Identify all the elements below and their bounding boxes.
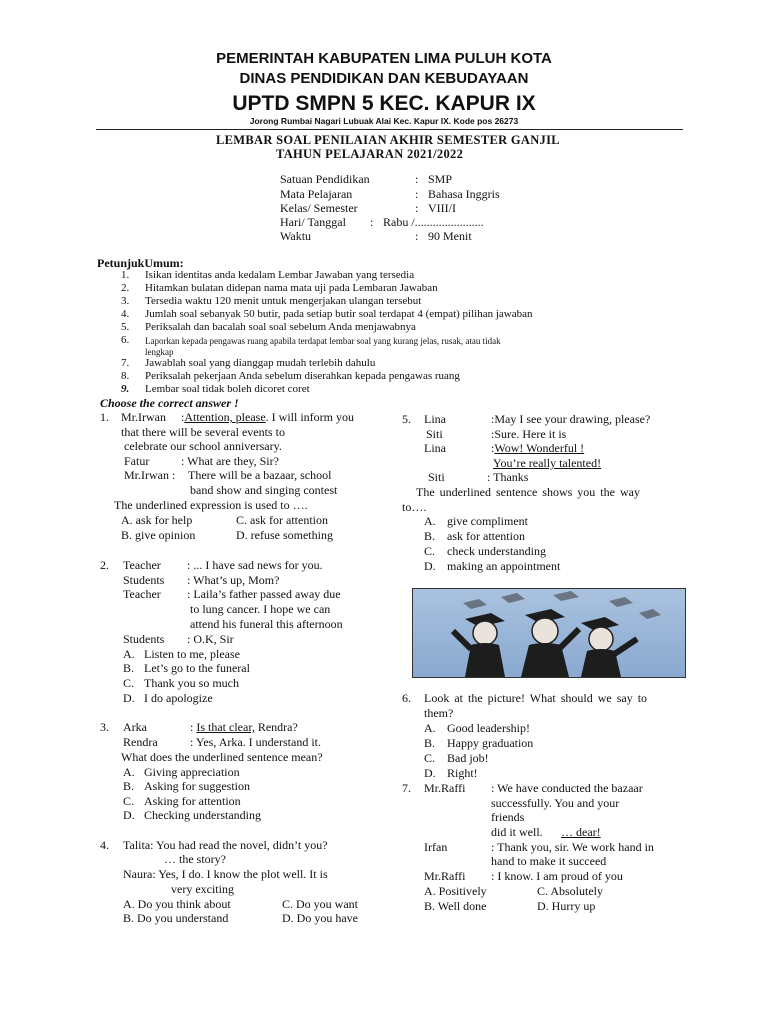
option-d[interactable]: Right! bbox=[447, 766, 478, 780]
dialogue-line: There will be a bazaar, school bbox=[188, 468, 332, 482]
identity-label: Hari/ Tanggal bbox=[280, 215, 346, 229]
identity-value: VIII/I bbox=[428, 201, 456, 215]
option-letter: D. bbox=[424, 766, 436, 780]
option-letter: D. bbox=[123, 808, 135, 822]
instruction-num: 7. bbox=[121, 357, 130, 369]
option-b[interactable]: B. give opinion bbox=[121, 528, 196, 542]
question-prompt-cont: to…. bbox=[402, 500, 427, 514]
speaker: Students bbox=[123, 573, 165, 587]
header-divider bbox=[96, 129, 683, 130]
instruction-num: 3. bbox=[121, 295, 130, 307]
option-d[interactable]: I do apologize bbox=[144, 691, 213, 705]
instruction-text: Lembar soal tidak boleh dicoret coret bbox=[145, 383, 310, 395]
question-number: 2. bbox=[100, 558, 109, 572]
speaker: Arka bbox=[123, 720, 147, 734]
option-d[interactable]: making an appointment bbox=[447, 559, 561, 573]
dialogue-line: :Sure. Here it is bbox=[491, 427, 567, 441]
question-prompt-cont: them? bbox=[424, 706, 454, 720]
instruction-text: Periksalah dan bacalah soal soal sebelum Anda menjawabnya bbox=[145, 321, 416, 333]
question-number: 3. bbox=[100, 720, 109, 734]
option-letter: B. bbox=[123, 661, 135, 675]
option-a[interactable]: A. Positively bbox=[424, 884, 487, 898]
option-a[interactable]: A. ask for help bbox=[121, 513, 193, 527]
instruction-text: Tersedia waktu 120 menit untuk mengerjakan ulangan tersebut bbox=[145, 295, 422, 307]
option-letter: A. bbox=[123, 765, 135, 779]
identity-sep: : bbox=[415, 201, 419, 215]
speaker: Mr.Irwan bbox=[121, 410, 166, 424]
instruction-text: Periksalah pekerjaan Anda sebelum diserahkan kepada pengawas ruang bbox=[145, 370, 460, 382]
dialogue-line: : What’s up, Mom? bbox=[187, 573, 280, 587]
dialogue-text: Rendra? bbox=[254, 720, 298, 734]
speaker: Teacher bbox=[123, 587, 161, 601]
dialogue-line: attend his funeral this afternoon bbox=[190, 617, 343, 631]
dialogue-line: band show and singing contest bbox=[190, 483, 338, 497]
dialogue-line: : What are they, Sir? bbox=[181, 454, 279, 468]
dialogue-line: : O.K, Sir bbox=[187, 632, 234, 646]
option-b[interactable]: Let’s go to the funeral bbox=[144, 661, 250, 675]
question-number: 1. bbox=[100, 410, 109, 424]
option-c[interactable]: C. Absolutely bbox=[537, 884, 604, 898]
question-prompt: The underlined sentence shows you the way bbox=[416, 485, 640, 499]
option-c[interactable]: check understanding bbox=[447, 544, 546, 558]
option-letter: D. bbox=[424, 559, 436, 573]
dialogue-line: : Laila’s father passed away due bbox=[187, 587, 341, 601]
dialogue-line: : We have conducted the bazaar bbox=[491, 781, 643, 795]
instructions-title: PetunjukUmum: bbox=[97, 256, 184, 270]
speaker: Fatur bbox=[124, 454, 150, 468]
option-letter: D. bbox=[123, 691, 135, 705]
option-letter: A. bbox=[424, 514, 436, 528]
identity-label: Satuan Pendidikan bbox=[280, 172, 370, 186]
dialogue-text: . I will inform you bbox=[265, 410, 354, 424]
identity-value: SMP bbox=[428, 172, 453, 186]
speaker: Lina bbox=[424, 441, 446, 455]
speaker: Students bbox=[123, 632, 165, 646]
identity-label: Waktu bbox=[280, 229, 312, 243]
question-prompt: The underlined expression is used to …. bbox=[114, 498, 308, 512]
dialogue-line bbox=[190, 720, 298, 735]
underlined-expression: Attention, please bbox=[184, 410, 266, 424]
option-b[interactable]: Happy graduation bbox=[447, 736, 534, 750]
option-b[interactable]: B. Do you understand bbox=[123, 911, 229, 925]
dialogue-line: :May I see your drawing, please? bbox=[491, 412, 651, 426]
colon: : bbox=[181, 410, 185, 424]
option-d[interactable]: Checking understanding bbox=[144, 808, 261, 822]
graduate-right bbox=[581, 617, 637, 677]
option-letter: C. bbox=[424, 751, 436, 765]
instruction-text: Isikan identitas anda kedalam Lembar Jawaban yang tersedia bbox=[145, 269, 415, 281]
colon: : bbox=[491, 441, 495, 455]
dialogue-line: : Thank you, sir. We work hand in bbox=[491, 840, 654, 854]
graduation-illustration bbox=[413, 589, 685, 677]
identity-value: 90 Menit bbox=[428, 229, 472, 243]
question-prompt: Look at the picture! What should we say to bbox=[424, 691, 648, 705]
option-a[interactable]: Listen to me, please bbox=[144, 647, 240, 661]
instruction-text: Jumlah soal sebanyak 50 butir, pada setiap butir soal terdapat 4 (empat) pilihan jawaban bbox=[145, 308, 533, 320]
instruction-text: Hitamkan bulatan didepan nama mata uji pada Lembaran Jawaban bbox=[145, 282, 438, 294]
speaker: Lina bbox=[424, 412, 446, 426]
speaker: Siti bbox=[426, 427, 443, 441]
option-letter: B. bbox=[424, 736, 436, 750]
instruction-text-cont: lengkap bbox=[145, 347, 174, 357]
header-line-department: DINAS PENDIDIKAN DAN KEBUDAYAAN bbox=[239, 70, 529, 87]
speaker: Teacher bbox=[123, 558, 161, 572]
dialogue-line: successfully. You and your bbox=[491, 796, 620, 810]
dialogue-line: : ... I have sad news for you. bbox=[187, 558, 323, 572]
option-a[interactable]: give compliment bbox=[447, 514, 528, 528]
graduation-picture bbox=[412, 588, 686, 678]
question-number: 4. bbox=[100, 838, 109, 852]
option-c[interactable]: Bad job! bbox=[447, 751, 489, 765]
identity-value: Rabu /....................... bbox=[383, 215, 484, 229]
underlined-expression: You’re really talented! bbox=[493, 456, 602, 470]
option-d[interactable]: D. Do you have bbox=[282, 911, 358, 925]
exam-year: TAHUN PELAJARAN 2021/2022 bbox=[276, 147, 464, 161]
dialogue-line bbox=[491, 441, 584, 456]
identity-sep: : bbox=[370, 215, 374, 229]
dialogue-line: : I know. I am proud of you bbox=[491, 869, 623, 883]
instruction-num: 8. bbox=[121, 370, 130, 382]
exam-title: LEMBAR SOAL PENILAIAN AKHIR SEMESTER GANJIL bbox=[216, 133, 560, 147]
dialogue-line: … the story? bbox=[164, 852, 226, 866]
dialogue-line: celebrate our school anniversary. bbox=[124, 439, 282, 453]
dialogue-line: Talita: You had read the novel, didn’t you? bbox=[123, 838, 328, 852]
option-letter: C. bbox=[424, 544, 436, 558]
option-letter: C. bbox=[123, 794, 135, 808]
question-number: 7. bbox=[402, 781, 411, 795]
option-c[interactable]: C. ask for attention bbox=[236, 513, 328, 527]
option-d[interactable]: D. refuse something bbox=[236, 528, 333, 542]
question-prompt: What does the underlined sentence mean? bbox=[121, 750, 323, 764]
option-a[interactable]: Giving appreciation bbox=[144, 765, 240, 779]
dialogue-line: very exciting bbox=[171, 882, 234, 896]
identity-label: Mata Pelajaran bbox=[280, 187, 353, 201]
instruction-text: Jawablah soal yang dianggap mudah terlebih dahulu bbox=[145, 357, 376, 369]
dialogue-line: did it well. bbox=[491, 825, 543, 839]
speaker: Rendra bbox=[123, 735, 158, 749]
identity-sep: : bbox=[415, 187, 419, 201]
header-line-government: PEMERINTAH KABUPATEN LIMA PULUH KOTA bbox=[216, 50, 552, 67]
option-letter: B. bbox=[424, 529, 436, 543]
instruction-num: 9. bbox=[121, 383, 130, 395]
instruction-text: Laporkan kepada pengawas ruang apabila terdapat lembar soal yang kurang jelas, rusak, atau tidak bbox=[145, 336, 501, 346]
option-letter: B. bbox=[123, 779, 135, 793]
speaker: Mr.Raffi bbox=[424, 869, 466, 883]
dialogue-line: : Thanks bbox=[487, 470, 529, 484]
speaker: Irfan bbox=[424, 840, 448, 854]
blank-expression: … dear! bbox=[561, 825, 601, 839]
option-c[interactable]: C. Do you want bbox=[282, 897, 358, 911]
question-number: 6. bbox=[402, 691, 411, 705]
question-number: 5. bbox=[402, 412, 411, 426]
underlined-expression: Wow! Wonderful ! bbox=[494, 441, 585, 455]
option-b[interactable]: B. Well done bbox=[424, 899, 487, 913]
graduate-middle bbox=[521, 609, 579, 677]
option-letter: A. bbox=[424, 721, 436, 735]
option-b[interactable]: ask for attention bbox=[447, 529, 525, 543]
identity-sep: : bbox=[415, 172, 419, 186]
dialogue-line: to lung cancer. I hope we can bbox=[190, 602, 331, 616]
speaker: Mr.Raffi bbox=[424, 781, 466, 795]
colon: : bbox=[190, 720, 194, 734]
underlined-expression: Is that clear, bbox=[196, 720, 255, 734]
header-address: Jorong Rumbai Nagari Lubuak Alai Kec. Kapur IX. Kode pos 26273 bbox=[249, 116, 519, 126]
instruction-num: 2. bbox=[121, 282, 130, 294]
identity-sep: : bbox=[415, 229, 419, 243]
identity-value: Bahasa Inggris bbox=[428, 187, 500, 201]
graduate-left bbox=[453, 613, 505, 677]
speaker: Mr.Irwan : bbox=[124, 468, 176, 482]
header-school-name: UPTD SMPN 5 KEC. KAPUR IX bbox=[232, 92, 536, 115]
option-letter: A. bbox=[123, 647, 135, 661]
option-d[interactable]: D. Hurry up bbox=[537, 899, 596, 913]
instruction-num: 6. bbox=[121, 334, 130, 346]
dialogue-line: Naura: Yes, I do. I know the plot well. It is bbox=[123, 867, 328, 881]
dialogue-line: hand to make it succeed bbox=[491, 854, 607, 868]
option-letter: C. bbox=[123, 676, 135, 690]
dialogue-line: : Yes, Arka. I understand it. bbox=[190, 735, 321, 749]
identity-label: Kelas/ Semester bbox=[280, 201, 358, 215]
dialogue-line: friends bbox=[491, 810, 525, 824]
option-c[interactable]: Asking for attention bbox=[144, 794, 241, 808]
section-title: Choose the correct answer ! bbox=[100, 396, 239, 410]
option-a[interactable]: Good leadership! bbox=[447, 721, 530, 735]
speaker: Siti bbox=[428, 470, 445, 484]
instruction-num: 4. bbox=[121, 308, 130, 320]
option-a[interactable]: A. Do you think about bbox=[123, 897, 231, 911]
option-c[interactable]: Thank you so much bbox=[144, 676, 239, 690]
dialogue-line: that there will be several events to bbox=[121, 425, 285, 439]
instruction-num: 1. bbox=[121, 269, 130, 281]
instruction-num: 5. bbox=[121, 321, 130, 333]
dialogue-line bbox=[181, 410, 354, 425]
option-b[interactable]: Asking for suggestion bbox=[144, 779, 250, 793]
